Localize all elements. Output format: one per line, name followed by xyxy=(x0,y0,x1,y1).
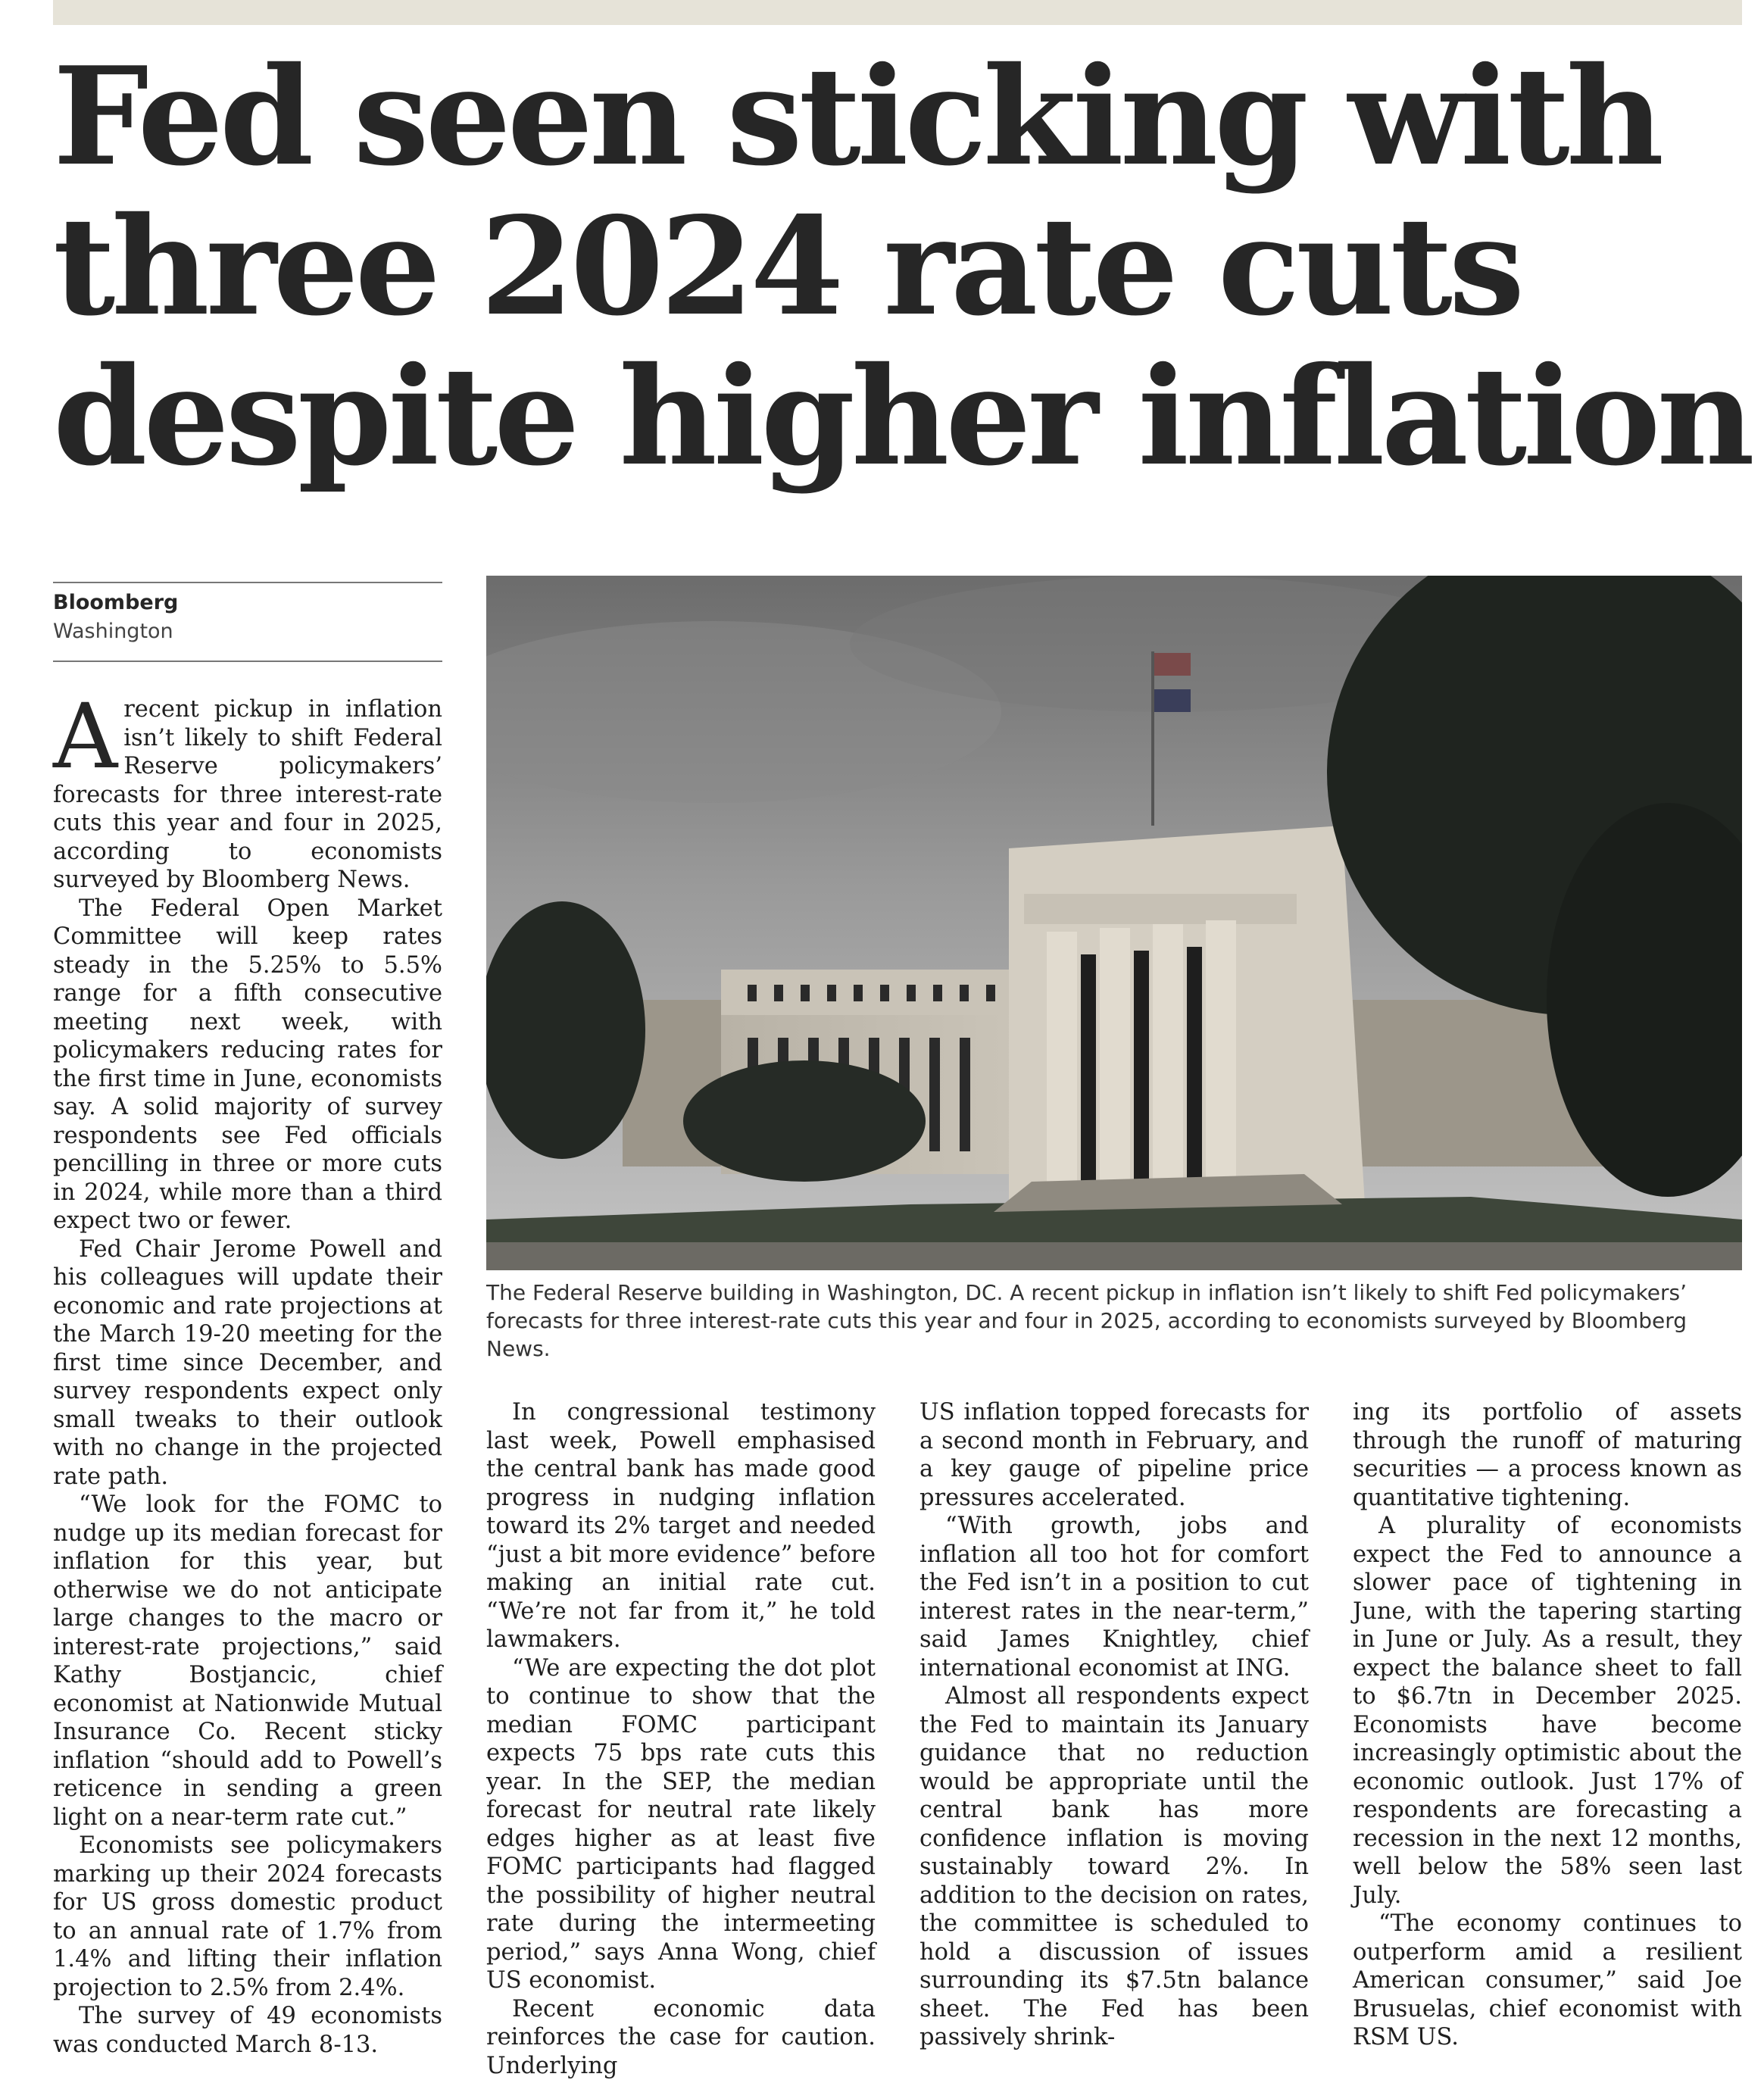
article-paragraph: Fed Chair Jerome Powell and his colleagues will update their economic and rate projections at the March 19-20 meeting for the first time since December, and survey respondents expect only small tweaks to their outlook with no change in the projected rate path. xyxy=(53,1235,442,1491)
article-paragraph: “We are expecting the dot plot to continue to show that the median FOMC participant expects 75 bps rate cuts this year. In the SEP, the median forecast for neutral rate likely edges higher as at least five FOMC participants had flagged the possibility of higher neutral rate during the intermeeting period,” says Anna Wong, chief US economist. xyxy=(486,1654,876,1995)
article-paragraph: In congressional testimony last week, Powell emphasised the central bank has made good progress in nudging inflation toward its 2% target and needed “just a bit more evidence” before making an initial rate cut. “We’re not far from it,” he told lawmakers. xyxy=(486,1398,876,1654)
article-paragraph: The Federal Open Market Committee will keep rates steady in the 5.25% to 5.5% range for a fifth consecutive meeting next week, with policymakers reducing rates for the first time in June, economists say. A solid majority of survey respondents see Fed officials pencilling in three or more cuts in 2024, while more than a third expect two or fewer. xyxy=(53,895,442,1235)
byline-top-rule xyxy=(53,582,442,583)
article-paragraph: The survey of 49 economists was conducted March 8-13. xyxy=(53,2002,442,2059)
byline-source: Bloomberg xyxy=(53,591,178,614)
article-column-2 xyxy=(486,1398,876,2080)
article-column-1 xyxy=(53,695,442,2059)
headline xyxy=(53,42,1750,492)
article-paragraph: Economists see policymakers marking up their 2024 forecasts for US gross domestic product to an annual rate of 1.7% from 1.4% and lifting their inflation projection to 2.5% from 2.4%. xyxy=(53,1832,442,2002)
article-paragraph: “With growth, jobs and inflation all too hot for comfort the Fed isn’t in a position to cut interest rates in the near-term,” said James Knightley, chief international economist at ING. xyxy=(919,1512,1309,1682)
article-column-4 xyxy=(1353,1398,1742,2052)
byline-place: Washington xyxy=(53,620,173,643)
article-paragraph: “We look for the FOMC to nudge up its median forecast for inflation for this year, but otherwise we do not anticipate large changes to the macro or interest-rate projections,” said Kathy Bostjancic, chief economist at Nationwide Mutual Insurance Co. Recent sticky inflation “should add to Powell’s reticence in sending a green light on a near-term rate cut.” xyxy=(53,1491,442,1832)
top-color-bar xyxy=(53,0,1742,25)
article-column-3 xyxy=(919,1398,1309,2052)
federal-reserve-photo xyxy=(486,576,1742,1270)
article-paragraph: A plurality of economists expect the Fed to announce a slower pace of tightening in June, with the tapering starting in June or July. As a result, they expect the balance sheet to fall to $6.7tn in December 2025. Economists have become increasingly optimistic about the economic outlook. Just 17% of respondents are forecasting a recession in the next 12 months, well below the 58% seen last July. xyxy=(1353,1512,1742,1910)
photo-caption: The Federal Reserve building in Washington, DC. A recent pickup in inflation isn’t likely to shift Fed policymakers’ forecasts for three interest-rate cuts this year and four in 2025, according to economists surveyed by Bloomberg News. xyxy=(486,1279,1742,1363)
headline-line-1: Fed seen sticking with xyxy=(53,42,1750,192)
article-paragraph: US inflation topped forecasts for a second month in February, and a key gauge of pipeline price pressures accelerated. xyxy=(919,1398,1309,1512)
headline-line-2: three 2024 rate cuts xyxy=(53,192,1750,342)
byline-bottom-rule xyxy=(53,661,442,662)
article-paragraph: “The economy continues to outperform amid a resilient American consumer,” said Joe Brusuelas, chief economist with RSM US. xyxy=(1353,1910,1742,2052)
article-paragraph: ing its portfolio of assets through the runoff of maturing securities — a process known as quantitative tightening. xyxy=(1353,1398,1742,1512)
article-paragraph: Almost all respondents expect the Fed to maintain its January guidance that no reduction would be appropriate until the central bank has more confidence inflation is moving sustainably toward 2%. In addition to the decision on rates, the committee is scheduled to hold a discussion of issues surrounding its $7.5tn balance sheet. The Fed has been passively shrink- xyxy=(919,1682,1309,2052)
lead-text: recent pickup in inflation isn’t likely to shift Federal Reserve policymakers’ forecasts for three interest-rate cuts this year and four in 2025, according to economists surveyed by Bloomberg News. xyxy=(53,696,442,893)
headline-line-3: despite higher inflation xyxy=(53,342,1750,492)
article-paragraph: Recent economic data reinforces the case for caution. Underlying xyxy=(486,1995,876,2080)
federal-reserve-building-image xyxy=(486,576,1742,1270)
article-paragraph-lead xyxy=(53,695,442,895)
drop-cap: A xyxy=(53,700,117,773)
